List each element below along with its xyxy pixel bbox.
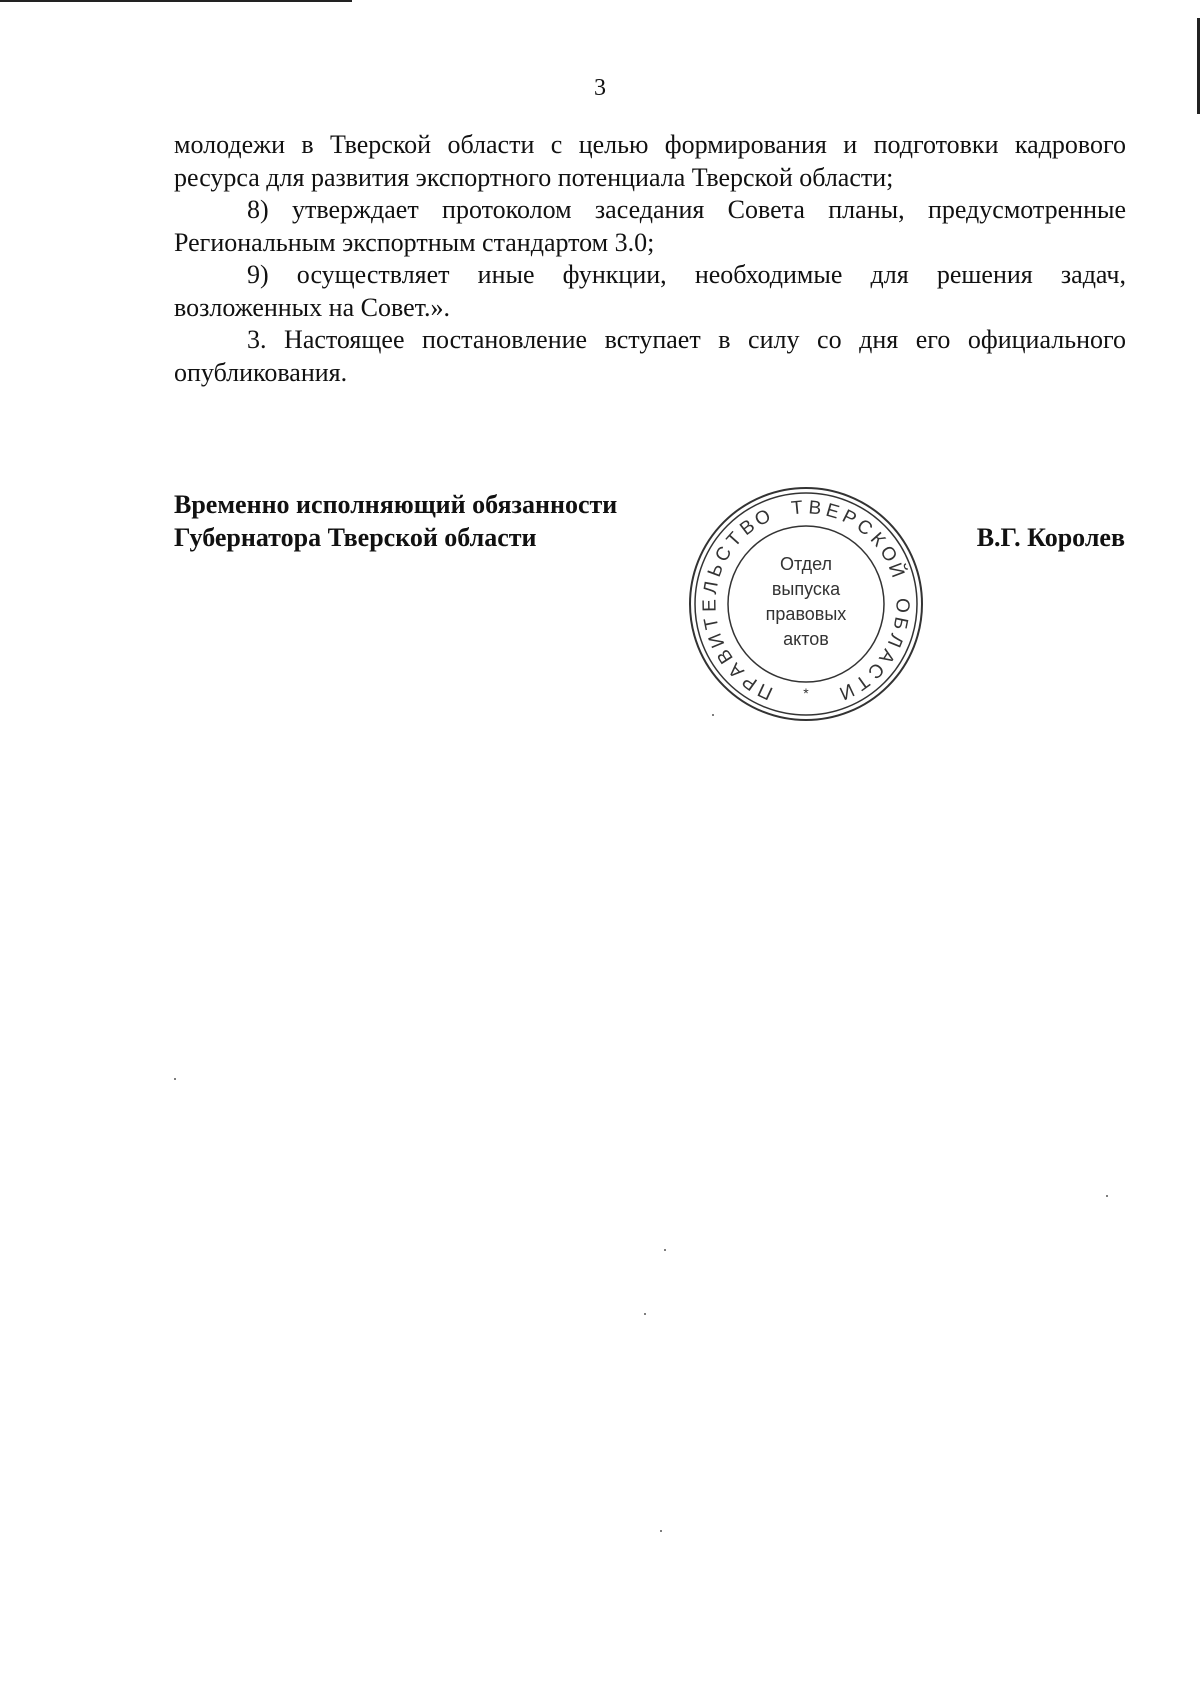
stamp-ring-letter: К bbox=[865, 528, 889, 552]
stamp-ring-letter: Б bbox=[888, 615, 912, 632]
scan-speck bbox=[174, 1078, 176, 1080]
stamp-center-text bbox=[686, 552, 926, 652]
signatory-name: В.Г. Королев bbox=[976, 523, 1125, 552]
stamp-ring-letter: Е bbox=[823, 499, 842, 524]
stamp-ring-letter: И bbox=[704, 630, 730, 651]
stamp-ring-letter: Е bbox=[699, 598, 721, 612]
document-body bbox=[174, 129, 1126, 389]
stamp-ring-letter: Р bbox=[738, 669, 762, 695]
stamp-ring-letter: С bbox=[852, 515, 877, 541]
stamp-ring-letter: А bbox=[874, 645, 899, 668]
paragraph-3: 9) осуществляет иные функции, необходимые для решения задач, возложенных на Совет.». bbox=[174, 260, 1126, 322]
stamp-ring-letter: А bbox=[724, 658, 749, 683]
stamp-ring-letter: Л bbox=[699, 579, 723, 596]
stamp-center-line-1: Отдел bbox=[779, 554, 833, 574]
paragraph-4: 3. Настоящее постановление вступает в силу со дня его официального опубликования. bbox=[174, 325, 1126, 387]
stamp-ring-letter: Т bbox=[790, 497, 804, 520]
stamp-ring-letter: О bbox=[875, 542, 901, 567]
stamp-ring-letter: Р bbox=[838, 506, 860, 531]
page-number: 3 bbox=[594, 75, 606, 101]
stamp-ring-letter: Т bbox=[851, 670, 873, 694]
stamp-center-line-2: выпуска bbox=[771, 579, 841, 599]
stamp-center-line-3: правовых bbox=[765, 604, 847, 624]
paragraph-1: молодежи в Тверской области с целью формирования и подготовки кадрового ресурса для развития экспортного потенциала Тверской области; bbox=[174, 130, 1126, 192]
stamp-ring-letter: С bbox=[863, 658, 888, 683]
stamp-ring-letter: О bbox=[751, 505, 775, 531]
scan-speck bbox=[712, 714, 714, 716]
stamp-ring-letter: П bbox=[754, 678, 777, 704]
stamp-ring-letter: В bbox=[713, 645, 738, 668]
signatory-title-line-1: Временно исполняющий обязанности bbox=[174, 490, 618, 519]
scan-speck bbox=[664, 1249, 666, 1251]
stamp-ring-letter: Й bbox=[883, 560, 909, 581]
stamp-ring-letter: О bbox=[891, 597, 913, 613]
stamp-ring-letter: В bbox=[736, 515, 760, 540]
signatory-title-line-2: Губернатора Тверской области bbox=[174, 523, 537, 552]
stamp-center-line-4: актов bbox=[783, 629, 829, 649]
stamp-ring-letter: С bbox=[711, 542, 737, 566]
scan-speck bbox=[644, 1313, 646, 1315]
scan-speck bbox=[660, 1530, 662, 1532]
signatory-title bbox=[174, 488, 694, 554]
stamp-ring-letter: И bbox=[835, 678, 858, 704]
stamp-ring-letter: Л bbox=[882, 630, 907, 651]
stamp-star: * bbox=[803, 685, 809, 701]
scan-edge-top bbox=[0, 0, 352, 2]
paragraph-2: 8) утверждает протоколом заседания Совета планы, предусмотренные Региональным экспортным стандартом 3.0; bbox=[174, 195, 1126, 257]
stamp-ring-letter: Т bbox=[700, 615, 724, 632]
stamp-ring-letter: В bbox=[807, 497, 823, 520]
scan-speck bbox=[1106, 1195, 1108, 1197]
stamp-ring-letter: Ь bbox=[704, 560, 729, 580]
official-stamp bbox=[686, 484, 926, 724]
stamp-ring-letter: Т bbox=[722, 528, 747, 552]
